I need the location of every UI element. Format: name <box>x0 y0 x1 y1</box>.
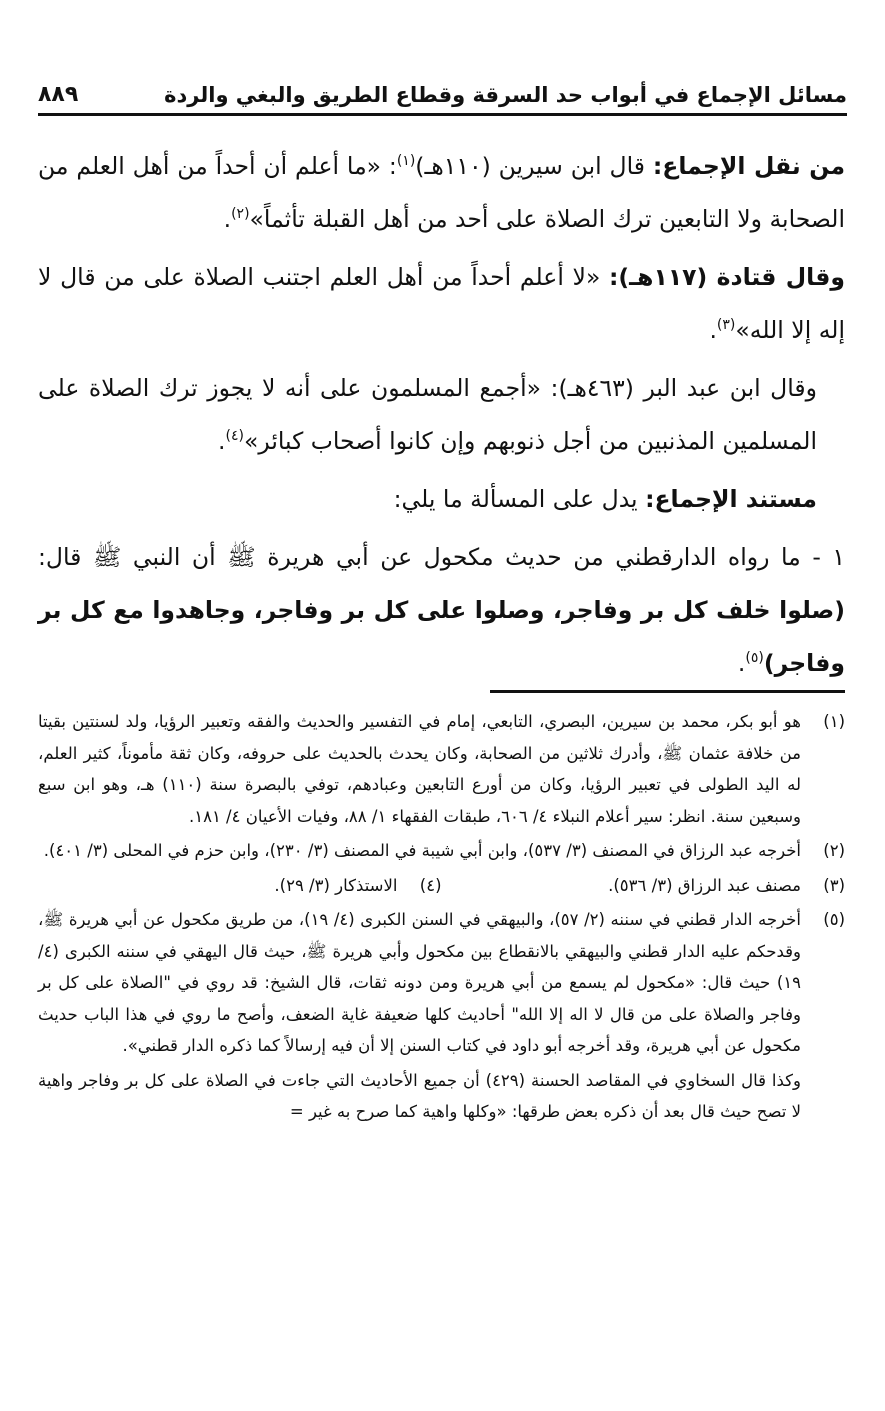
footnote-ref[interactable]: (٤) <box>225 428 244 445</box>
footnote-number: (١) <box>823 712 845 731</box>
footnote-number: (٥) <box>823 910 845 929</box>
footnote-ref[interactable]: (٢) <box>231 206 250 223</box>
paragraph-ibn-abd-al-barr <box>38 362 845 468</box>
footnote-5-continuation: وكذا قال السخاوي في المقاصد الحسنة (٤٢٩) أن جميع الأحاديث التي جاءت في الصلاة على كل بر وفاجر واهية لا تصح حيث قال بعد أن ذكره بعض طرقها: «وكلها واهية كما صرح به غير = <box>38 1070 801 1121</box>
footnote-ref[interactable]: (١) <box>396 153 416 170</box>
paragraph-qatada <box>38 251 845 357</box>
footnote-3 <box>442 870 846 902</box>
quote-text: : «ما أعلم أن أحداً من أهل العلم من الصحابة ولا التابعين ترك الصلاة على أحد من أهل القبلة تأثماً» <box>38 152 845 233</box>
punctuation: . <box>709 316 717 344</box>
paragraph-ijma-transmission <box>38 140 845 246</box>
page-header <box>38 66 847 116</box>
footnote-number: (٢) <box>823 841 845 860</box>
page-number: ٨٨٩ <box>38 82 79 107</box>
footnote-ref[interactable]: (٣) <box>716 317 736 334</box>
section-lead: مستند الإجماع: <box>645 485 817 513</box>
footnote-text: مصنف عبد الرزاق (٣/ ٥٣٦). <box>608 875 801 895</box>
footnote-5 <box>38 904 845 1062</box>
paragraph-hadith <box>38 531 845 690</box>
footnote-text: هو أبو بكر، محمد بن سيرين، البصري، التابعي، إمام في التفسير والحديث والفقه وتعبير الرؤيا، ولد لسنتين بقيتا من خلافة عثمان ﷺ، وأدرك ثلاثين من الصحابة، وكان يحدث بالحديث على حروفه، وكان ثقة مأموناً، كثير العلم، له اليد الطولى في تعبير الرؤيا، وكان من أورع التابعين وعبادهم، توفي بالبصرة سنة (١١٠) هـ، وهو ابن سبع وسبعين سنة. انظر: سير أعلام النبلاء ٤/ ٦٠٦، طبقات الفقهاء ١/ ٨٨، وفيات الأعيان ٤/ ١٨١. <box>38 712 801 826</box>
section-lead: من نقل الإجماع: <box>652 152 845 180</box>
paragraph-text: قال ابن سيرين (١١٠هـ) <box>415 152 653 180</box>
footnote-text: أخرجه الدار قطني في سننه (٢/ ٥٧)، والبيهقي في السنن الكبرى (٤/ ١٩)، من طريق مكحول عن أبي هريرة ﷺ، وقدحكم عليه الدار قطني والبيهقي بالانقطاع بين مكحول وأبي هريرة ﷺ، حيث قال اليهقي في سننه الكبرى (٤/ ١٩) حيث قال: «مكحول لم يسمع من أبي هريرة ومن دونه ثقات، قال الشيخ: قد روي في "الصلاة على كل بر وفاجر والصلاة على من قال لا اله إلا الله" أحاديث كلها ضعيفة غاية الضعف، وأصح ما روي في هذا الباب حديث مكحول عن أبي هريرة، وقد أخرجه أبو داود في كتاب السنن إلا أن فيه إرسالاً كما ذكره الدار قطني». <box>38 910 801 1055</box>
punctuation: . <box>737 649 746 677</box>
footnote-2 <box>38 835 845 867</box>
footnote-number: (٤) <box>419 875 442 895</box>
quote-text: «لا أعلم أحداً من أهل العلم اجتنب الصلاة على من قال لا إله إلا الله» <box>38 263 845 344</box>
running-title: مسائل الإجماع في أبواب حد السرقة وقطاع الطريق والبغي والردة <box>164 83 847 107</box>
footnote-3-4 <box>38 870 845 902</box>
paragraph-text: يدل على المسألة ما يلي: <box>393 485 646 513</box>
footnote-number: (٣) <box>823 875 845 895</box>
paragraph-ijma-basis <box>38 473 845 526</box>
paragraph-text: وقال ابن عبد البر (٤٦٣هـ): «أجمع المسلمون على أنه لا يجوز ترك الصلاة على المسلمين المذنبين من أجل ذنوبهم وإن كانوا أصحاب كبائر» <box>38 374 817 455</box>
main-text <box>38 140 845 695</box>
footnotes <box>38 706 845 1128</box>
footnote-ref[interactable]: (٥) <box>745 650 764 667</box>
footnote-4 <box>38 870 442 902</box>
punctuation: . <box>223 205 232 233</box>
footnote-text: أخرجه عبد الرزاق في المصنف (٣/ ٥٣٧)، وابن أبي شيبة في المصنف (٣/ ٢٣٠)، وابن حزم في المحلى (٣/ ٤٠١). <box>43 841 801 860</box>
punctuation: . <box>218 427 226 455</box>
paragraph-text: ١ - ما رواه الدارقطني من حديث مكحول عن أبي هريرة ﷺ أن النبي ﷺ قال: <box>38 543 845 571</box>
footnote-text: الاستذكار (٣/ ٢٩). <box>274 875 398 895</box>
section-lead: وقال قتادة (١١٧هـ): <box>609 263 845 291</box>
hadith-text: (صلوا خلف كل بر وفاجر، وصلوا على كل بر وفاجر، وجاهدوا مع كل بر وفاجر) <box>38 596 845 677</box>
footnote-divider <box>490 690 845 693</box>
footnote-1 <box>38 706 845 832</box>
